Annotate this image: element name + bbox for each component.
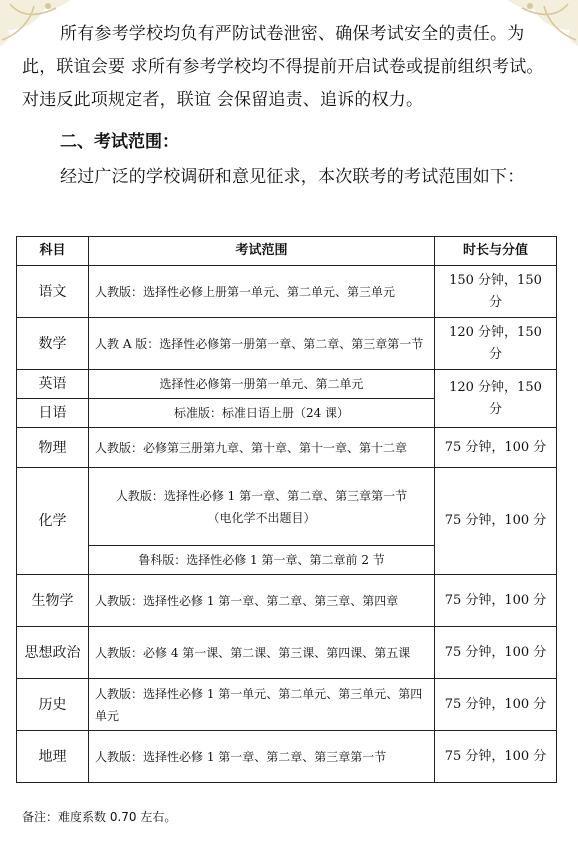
table-row — [17, 266, 557, 318]
range-cell: 人教 A 版：选择性必修第一册第一章、第二章、第三章第一节 — [89, 318, 435, 370]
table-row — [17, 428, 557, 468]
range-cell: 选择性必修第一册第一单元、第二单元 — [89, 370, 435, 399]
table-row — [17, 575, 557, 627]
header-subject: 科目 — [17, 237, 89, 266]
table-row — [17, 679, 557, 731]
section-heading: 二、考试范围： — [60, 132, 179, 152]
duration-cell: 75 分钟，100 分 — [435, 575, 557, 627]
duration-cell: 120 分钟，150 分 — [435, 370, 557, 428]
duration-cell: 150 分钟，150 分 — [435, 266, 557, 318]
intro-paragraph: 所有参考学校均负有严防试卷泄密、确保考试安全的责任。为此，联谊会要 求所有参考学校均不得提前开启试卷或提前组织考试。对违反此项规定者，联谊 会保留追责、追诉的权力。 — [22, 24, 544, 110]
table-row — [17, 468, 557, 546]
scope-paragraph: 经过广泛的学校调研和意见征求，本次联考的考试范围如下： — [60, 167, 525, 187]
duration-cell: 75 分钟，100 分 — [435, 428, 557, 468]
duration-cell: 120 分钟，150 分 — [435, 318, 557, 370]
subject-cell: 物理 — [17, 428, 89, 468]
subject-cell: 英语 — [17, 370, 89, 399]
header-range: 考试范围 — [89, 237, 435, 266]
table-header-row — [17, 237, 557, 266]
table-row — [17, 318, 557, 370]
subject-cell: 日语 — [17, 399, 89, 428]
range-cell: 人教版：必修 4 第一课、第二课、第三课、第四课、第五课 — [89, 627, 435, 679]
range-text: 人教版：选择性必修 1 第一章、第二章、第三章第一节 — [115, 488, 408, 503]
subject-cell: 地理 — [17, 731, 89, 783]
range-note: （电化学不出题目） — [207, 510, 316, 525]
table-row — [17, 627, 557, 679]
duration-cell: 75 分钟，100 分 — [435, 627, 557, 679]
range-cell: 人教版：选择性必修 1 第一章、第二章、第三章、第四章 — [89, 575, 435, 627]
range-cell: 人教版：选择性必修 1 第一章、第二章、第三章第一节 — [89, 731, 435, 783]
duration-cell: 75 分钟，100 分 — [435, 468, 557, 575]
range-cell: 人教版：必修第三册第九章、第十章、第十一章、第十二章 — [89, 428, 435, 468]
table-row — [17, 731, 557, 783]
duration-cell: 75 分钟，100 分 — [435, 731, 557, 783]
footnote: 备注：难度系数 0.70 左右。 — [22, 810, 177, 824]
header-duration: 时长与分值 — [435, 237, 557, 266]
subject-cell: 化学 — [17, 468, 89, 575]
table-row — [17, 370, 557, 399]
range-cell: 人教版：选择性必修上册第一单元、第二单元、第三单元 — [89, 266, 435, 318]
range-cell — [89, 468, 435, 546]
subject-cell: 生物学 — [17, 575, 89, 627]
subject-cell: 历史 — [17, 679, 89, 731]
subject-cell: 语文 — [17, 266, 89, 318]
exam-scope-table — [16, 236, 557, 783]
subject-cell: 数学 — [17, 318, 89, 370]
range-cell: 标准版：标准日语上册（24 课） — [89, 399, 435, 428]
range-cell: 人教版：选择性必修 1 第一单元、第二单元、第三单元、第四单元 — [89, 679, 435, 731]
duration-cell: 75 分钟，100 分 — [435, 679, 557, 731]
range-cell: 鲁科版：选择性必修 1 第一章、第二章前 2 节 — [89, 546, 435, 575]
subject-cell: 思想政治 — [17, 627, 89, 679]
